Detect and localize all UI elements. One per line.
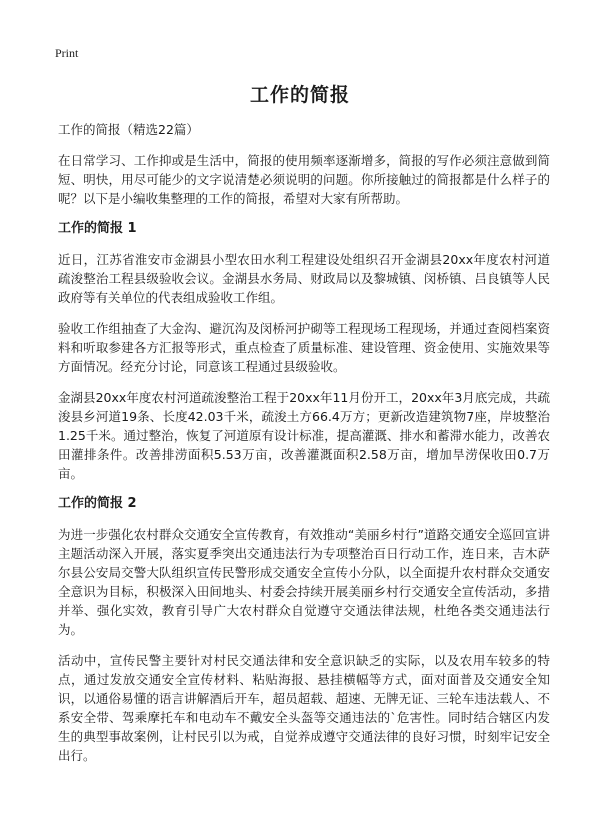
- section-paragraph: 为进一步强化农村群众交通安全宣传教育，有效推动“美丽乡村行”道路交通安全巡回宣讲主题活动深入开展，落实夏季突出交通违法行为专项整治百日行动工作，连日来，吉木萨尔县公安局交警大队组织宣传民警形成交通安全宣传小分队，以全面提升农村群众交通安全意识为目标，积极深入田间地头、村委会持续开展美丽乡村行交通安全宣传活动，多措并举、强化实效，教育引导广大农村群众自觉遵守交通法律法规，杜绝各类交通违法行为。: [58, 527, 550, 637]
- section-2: [58, 495, 550, 765]
- section-heading: 工作的简报 1: [58, 221, 137, 236]
- section-paragraph: 验收工作组抽查了大金沟、避沉沟及闵桥河护砌等工程现场工程现场，并通过查阅档案资料和听取参建各方汇报等形式，重点检查了质量标准、建设管理、资金使用、实施效果等方面情况。经充分讨论，同意该工程通过县级验收。: [58, 321, 550, 374]
- page-title: 工作的简报: [249, 84, 350, 106]
- document-subtitle: 工作的简报（精选22篇）: [58, 122, 199, 137]
- print-link[interactable]: Print: [55, 46, 79, 60]
- section-paragraph: 活动中，宣传民警主要针对村民交通法律和安全意识缺乏的实际，以及农用车较多的特点，通过发放交通安全宣传材料、粘贴海报、悬挂横幅等方式，面对面普及交通安全知识，以通俗易懂的语言讲解酒后开车，超员超载、超速、无牌无证、三轮车违法载人、不系安全带、驾乘摩托车和电动车不戴安全头盔等交通违法的`危害性。同时结合辖区内发生的典型事故案例，让村民引以为戒，自觉养成遵守交通法律的良好习惯，时刻牢记安全出行。: [58, 653, 550, 763]
- section-paragraph: 金湖县20xx年度农村河道疏浚整治工程于20xx年11月份开工，20xx年3月底完成，共疏浚县乡河道19条、长度42.03千米，疏浚土方66.4万方；更新改造建筑物7座，岸坡整治1.25千米。通过整治，恢复了河道原有设计标准，提高灌溉、排水和蓄滞水能力，改善农田灌排条件。改善排涝面积5.53万亩，改善灌溉面积2.58万亩，增加旱涝保收田0.7万亩。: [58, 390, 550, 481]
- intro-paragraph: 在日常学习、工作抑或是生活中，简报的使用频率逐渐增多，简报的写作必须注意做到简短、明快，用尽可能少的文字说清楚必须说明的问题。你所接触过的简报都是什么样子的呢？以下是小编收集整理的工作的简报，希望对大家有所帮助。: [58, 153, 550, 206]
- section-paragraph: 近日，江苏省淮安市金湖县小型农田水利工程建设处组织召开金湖县20xx年度农村河道疏浚整治工程县级验收会议。金湖县水务局、财政局以及黎城镇、闵桥镇、吕良镇等人民政府等有关单位的代表组成验收工作组。: [58, 252, 550, 305]
- section-heading: 工作的简报 2: [58, 496, 137, 511]
- document-body: [58, 120, 550, 777]
- section-1: [58, 220, 550, 483]
